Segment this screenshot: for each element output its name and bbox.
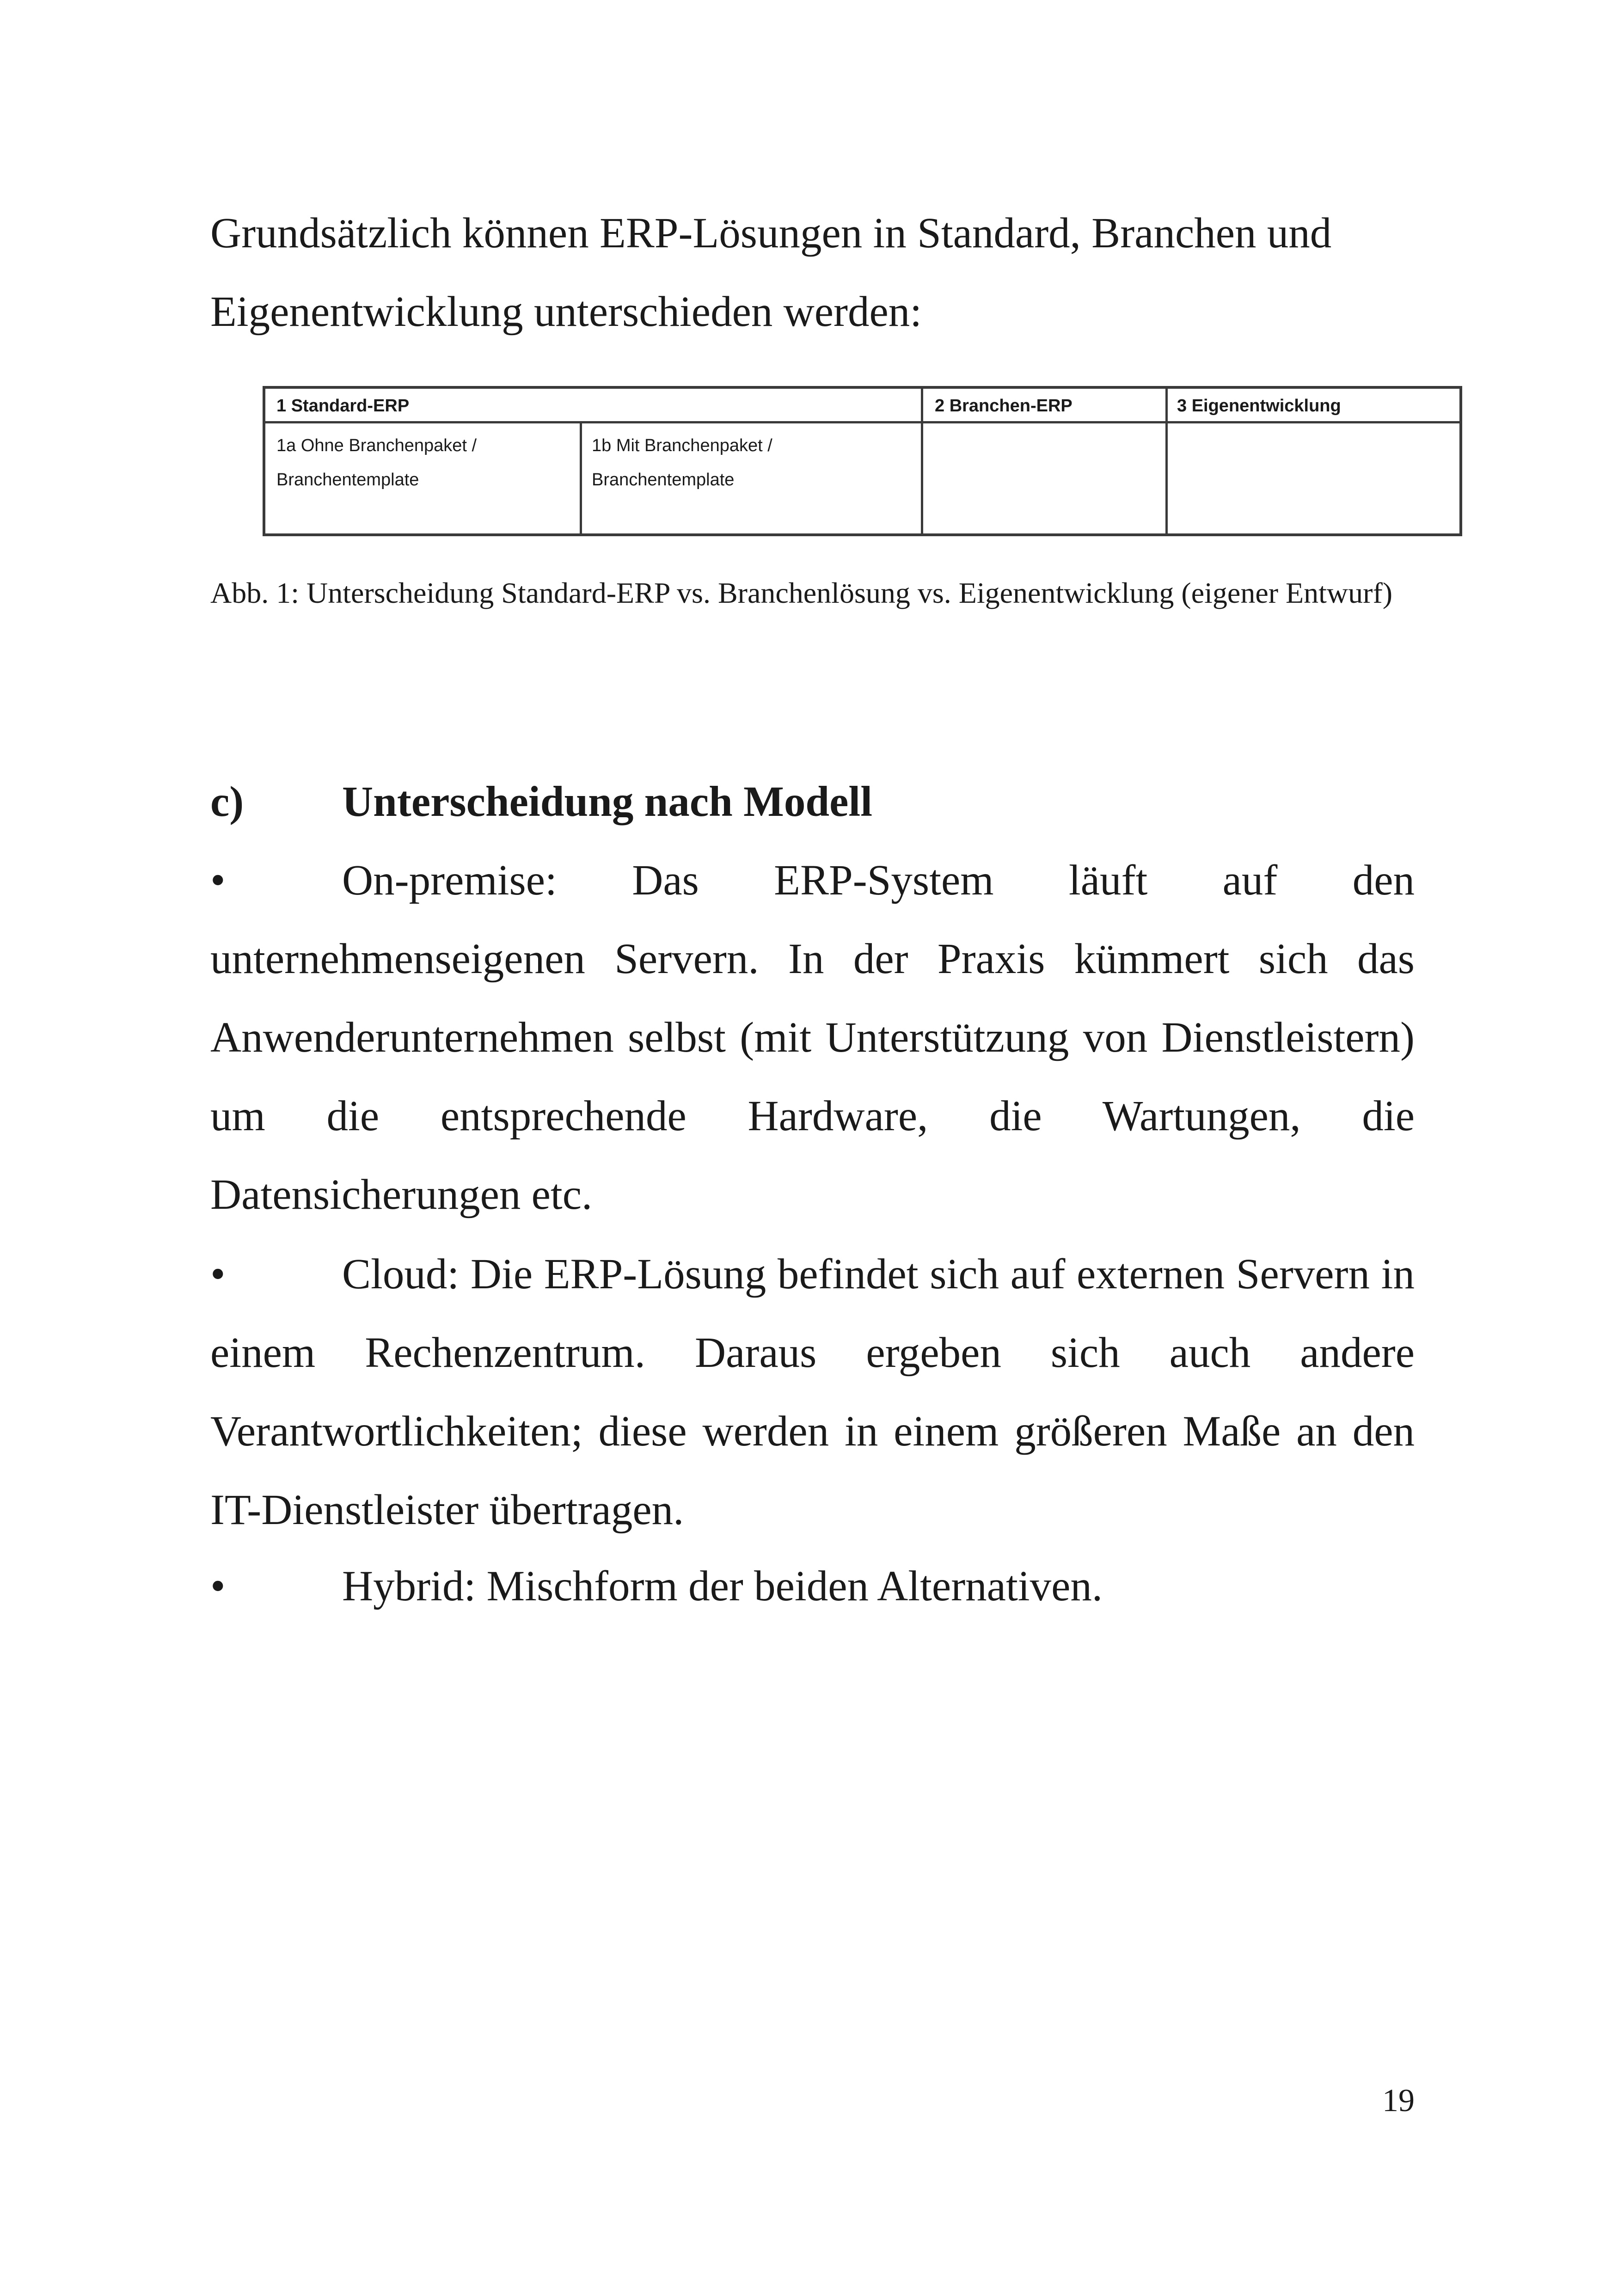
figure-cell-ohne-branchenpaket: 1a Ohne Branchenpaket / Branchentemplate: [276, 436, 477, 490]
figure-caption: Abb. 1: Unterscheidung Standard-ERP vs. Branchenlösung vs. Eigenentwicklung (eigener Entwurf): [210, 576, 1393, 609]
bullet-icon: •: [210, 857, 226, 904]
figure-header-eigenentwicklung: 3 Eigenentwicklung: [1177, 396, 1341, 416]
intro-paragraph: Grundsätzlich können ERP-Lösungen in Standard, Branchen und Eigenentwicklung unterschieden werden:: [210, 209, 1332, 336]
bullet-icon: •: [210, 1562, 226, 1610]
erp-classification-figure: [263, 386, 1462, 536]
bullet-text-hybrid: Hybrid: Mischform der beiden Alternativen.: [342, 1562, 1103, 1610]
bullet-text-on-premise: On-premise: Das ERP-System läuft auf den unternehmenseigenen Servern. In der Praxis kümmert sich das Anwenderunternehmen selbst (mit Unterstützung von Dienstleistern) um die entsprechende Hardware, die Wartungen, die Datensicherungen etc.: [210, 857, 1415, 1218]
figure-divider: [1165, 389, 1168, 533]
section-number: c): [210, 778, 244, 826]
figure-cell-mit-branchenpaket: 1b Mit Branchenpaket / Branchentemplate: [592, 436, 772, 490]
figure-header-branchen-erp: 2 Branchen-ERP: [935, 396, 1073, 416]
figure-divider: [921, 389, 923, 533]
figure-header-standard-erp: 1 Standard-ERP: [276, 396, 410, 416]
page-number: 19: [1382, 2083, 1415, 2118]
section-title: Unterscheidung nach Modell: [342, 778, 873, 826]
bullet-text-cloud: Cloud: Die ERP-Lösung befindet sich auf externen Servern in einem Rechenzentrum. Daraus ergeben sich auch andere Verantwortlichkeiten; diese werden in einem größeren Maße an den IT-Dienstleister übertragen.: [210, 1250, 1415, 1534]
figure-subdivider: [580, 421, 582, 533]
bullet-icon: •: [210, 1250, 226, 1298]
